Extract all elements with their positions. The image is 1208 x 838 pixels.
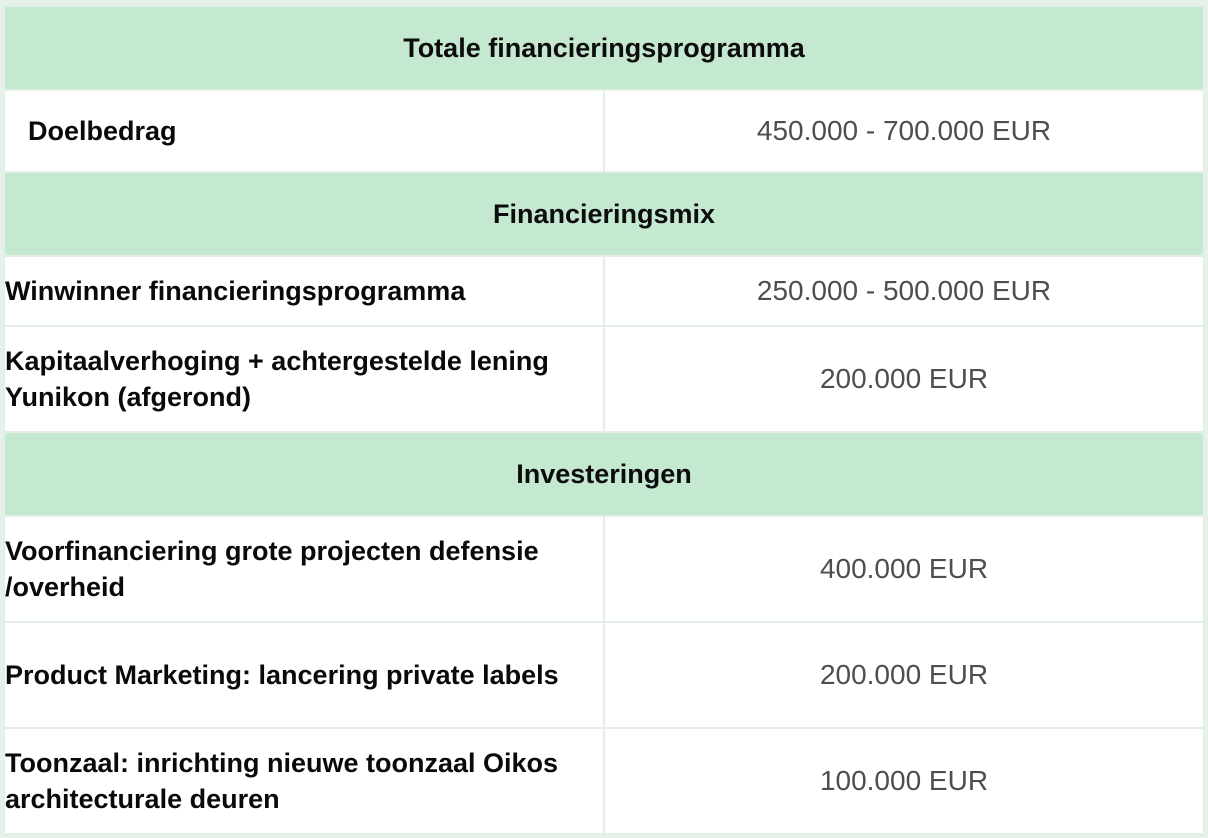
table-row <box>4 326 1204 432</box>
row-label: Winwinner financieringsprogramma <box>4 256 604 326</box>
section-header-totaal <box>4 6 1204 90</box>
financing-table <box>3 5 1205 835</box>
section-title: Financieringsmix <box>4 172 1204 256</box>
row-value: 400.000 EUR <box>604 516 1204 622</box>
row-value: 450.000 - 700.000 EUR <box>604 90 1204 172</box>
row-label: Toonzaal: inrichting nieuwe toonzaal Oikos architecturale deuren <box>4 728 604 834</box>
section-title: Totale financieringsprogramma <box>4 6 1204 90</box>
table-row <box>4 256 1204 326</box>
row-value: 100.000 EUR <box>604 728 1204 834</box>
row-label: Product Marketing: lancering private labels <box>4 622 604 728</box>
row-value: 200.000 EUR <box>604 326 1204 432</box>
row-value: 250.000 - 500.000 EUR <box>604 256 1204 326</box>
row-label: Kapitaalverhoging + achtergestelde lening Yunikon (afgerond) <box>4 326 604 432</box>
section-header-investeringen <box>4 432 1204 516</box>
table-row <box>4 90 1204 172</box>
table-row <box>4 728 1204 834</box>
section-title: Investeringen <box>4 432 1204 516</box>
table-row <box>4 516 1204 622</box>
row-label: Doelbedrag <box>4 90 604 172</box>
table-row <box>4 622 1204 728</box>
row-label: Voorfinanciering grote projecten defensie /overheid <box>4 516 604 622</box>
row-value: 200.000 EUR <box>604 622 1204 728</box>
section-header-mix <box>4 172 1204 256</box>
